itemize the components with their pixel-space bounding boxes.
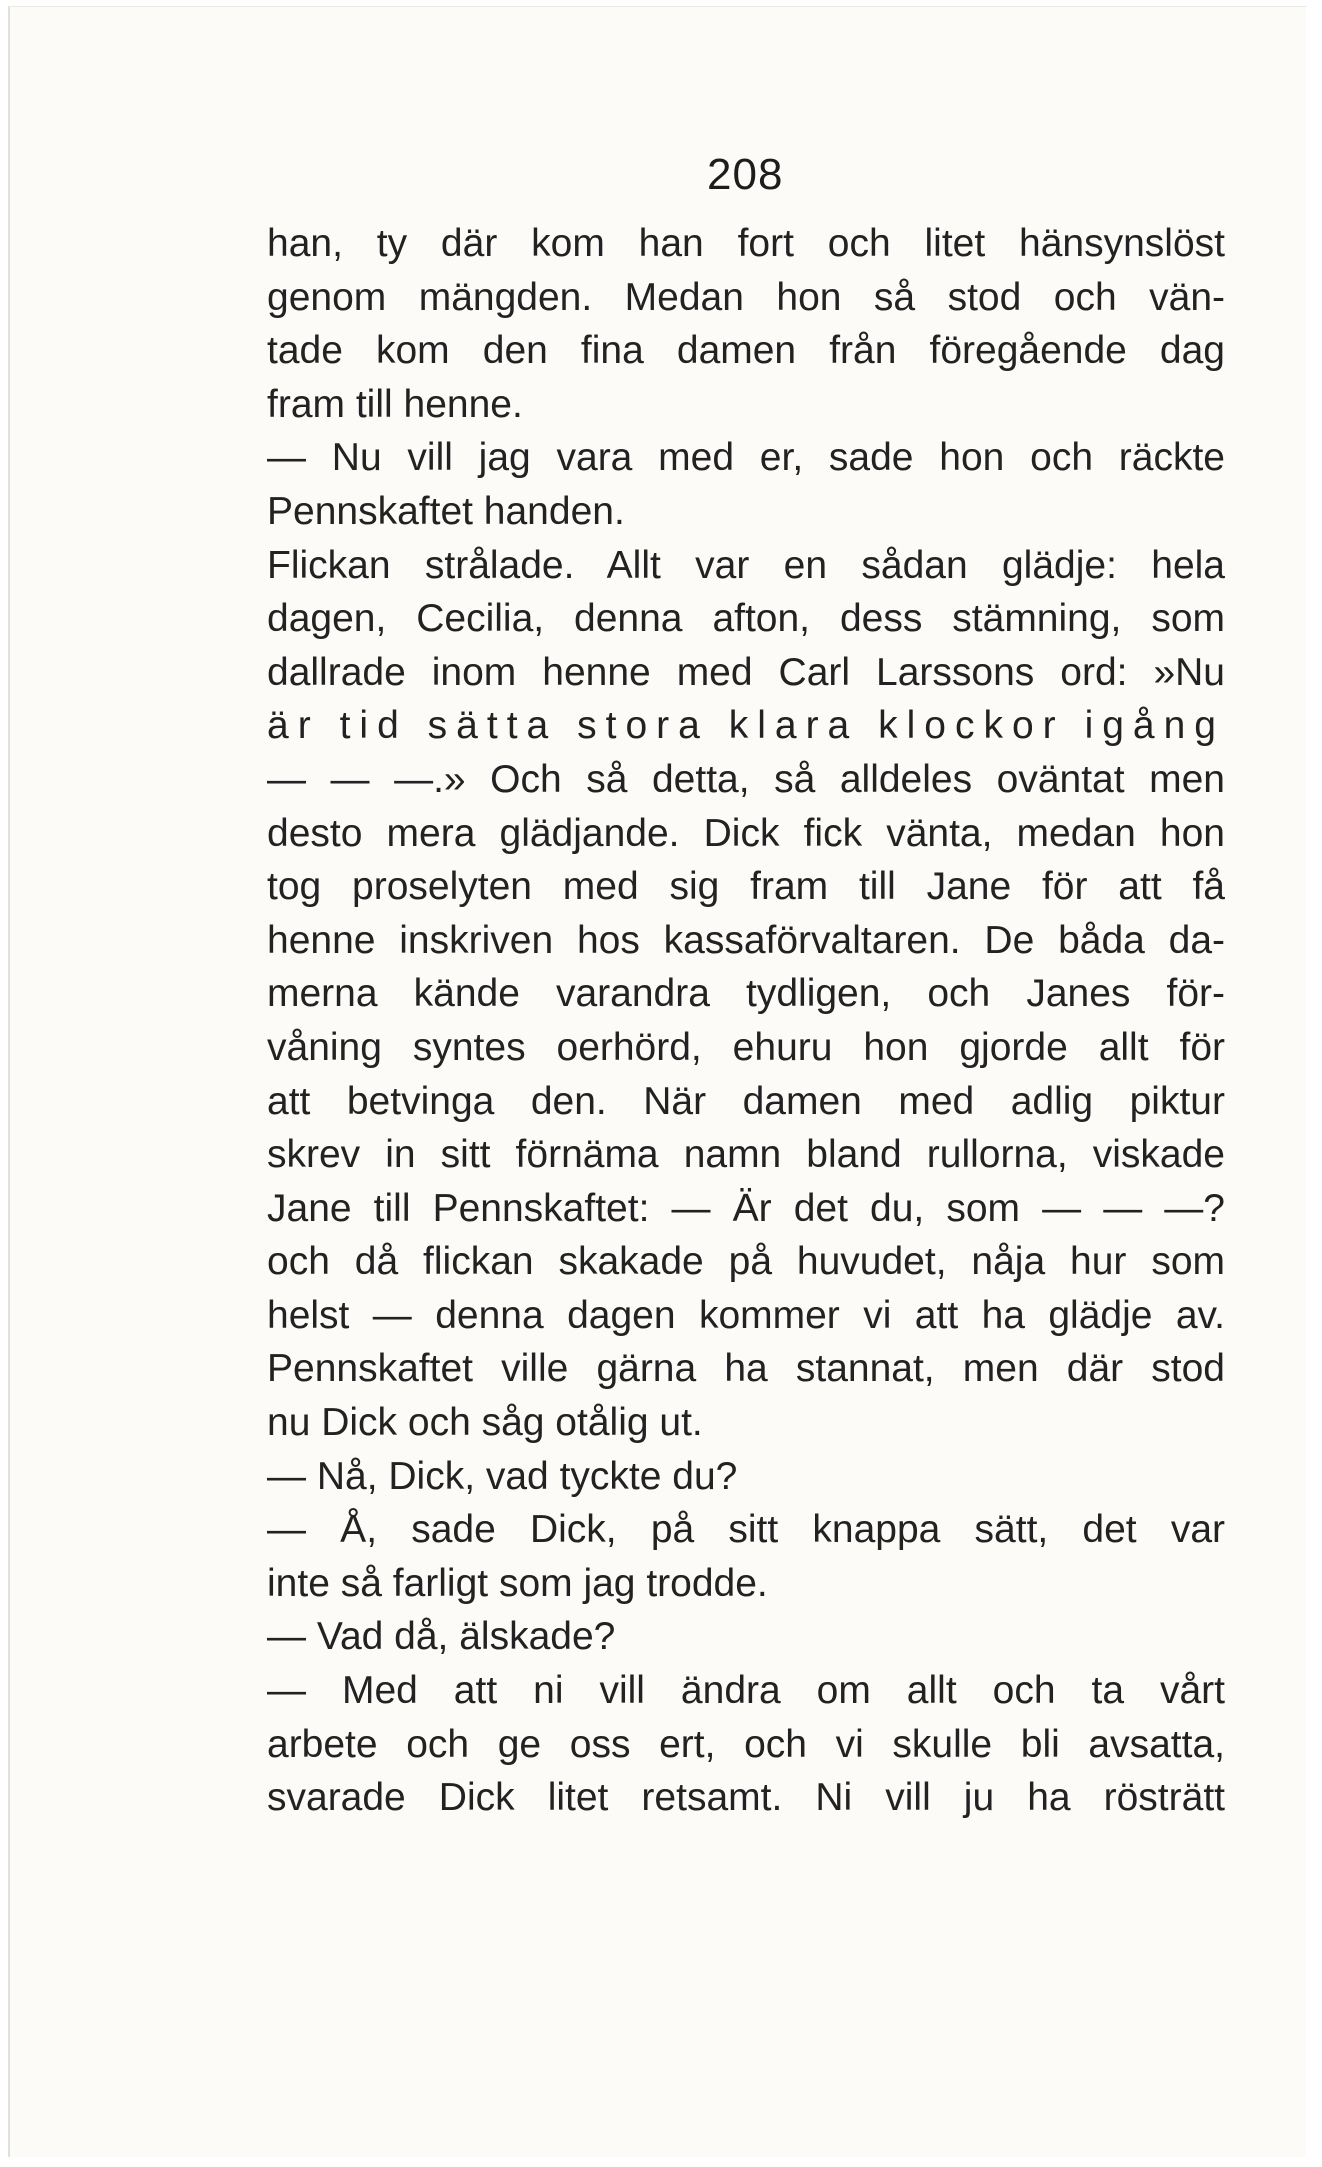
- text-line: tog proselyten med sig fram till Jane för att få: [267, 865, 1225, 909]
- text-line: att betvinga den. När damen med adlig piktur: [267, 1079, 1225, 1123]
- text-line: våning syntes oerhörd, ehuru hon gjorde allt för: [267, 1025, 1225, 1069]
- text-line: desto mera glädjande. Dick fick vänta, medan hon: [267, 811, 1225, 855]
- text-line: helst — denna dagen kommer vi att ha glädje av.: [267, 1293, 1225, 1337]
- text-line: skrev in sitt förnäma namn bland rullorna, viskade: [267, 1133, 1225, 1177]
- page-number: 208: [707, 150, 784, 199]
- text-line: — Nu vill jag vara med er, sade hon och räckte: [267, 436, 1225, 480]
- text-line: svarade Dick litet retsamt. Ni vill ju ha rösträtt: [267, 1776, 1225, 1820]
- body-text: [267, 217, 1225, 1825]
- text-line: dagen, Cecilia, denna afton, dess stämning, som: [267, 597, 1225, 641]
- text-line: fram till henne.: [267, 382, 523, 426]
- text-line: — Vad då, älskade?: [267, 1615, 616, 1659]
- text-line: merna kände varandra tydligen, och Janes för-: [267, 972, 1225, 1016]
- text-line: är tid sätta stora klara klockor igång: [267, 704, 1225, 748]
- text-line: — Å, sade Dick, på sitt knappa sätt, det var: [267, 1508, 1225, 1552]
- text-line: Pennskaftet handen.: [267, 489, 625, 533]
- text-line: dallrade inom henne med Carl Larssons ord: »Nu: [267, 650, 1225, 694]
- text-line: han, ty där kom han fort och litet hänsynslöst: [267, 222, 1225, 265]
- text-line: tade kom den fina damen från föregående dag: [267, 329, 1225, 373]
- text-line: nu Dick och såg otålig ut.: [267, 1401, 703, 1445]
- text-line: Pennskaftet ville gärna ha stannat, men där stod: [267, 1347, 1225, 1391]
- text-line: henne inskriven hos kassaförvaltaren. De båda da-: [267, 918, 1225, 962]
- text-line: Flickan strålade. Allt var en sådan glädje: hela: [267, 543, 1225, 587]
- text-line: genom mängden. Medan hon så stod och vän-: [267, 275, 1225, 319]
- text-line: — Med att ni vill ändra om allt och ta vårt: [267, 1669, 1225, 1713]
- text-line: Jane till Pennskaftet: — Är det du, som — — —?: [267, 1186, 1225, 1230]
- text-line: arbete och ge oss ert, och vi skulle bli avsatta,: [267, 1722, 1225, 1766]
- text-line: och då flickan skakade på huvudet, nåja hur som: [267, 1240, 1225, 1284]
- text-line: — — —.» Och så detta, så alldeles oväntat men: [267, 757, 1225, 801]
- book-page: [8, 6, 1306, 2157]
- text-line: inte så farligt som jag trodde.: [267, 1561, 768, 1605]
- text-line: — Nå, Dick, vad tyckte du?: [267, 1454, 738, 1498]
